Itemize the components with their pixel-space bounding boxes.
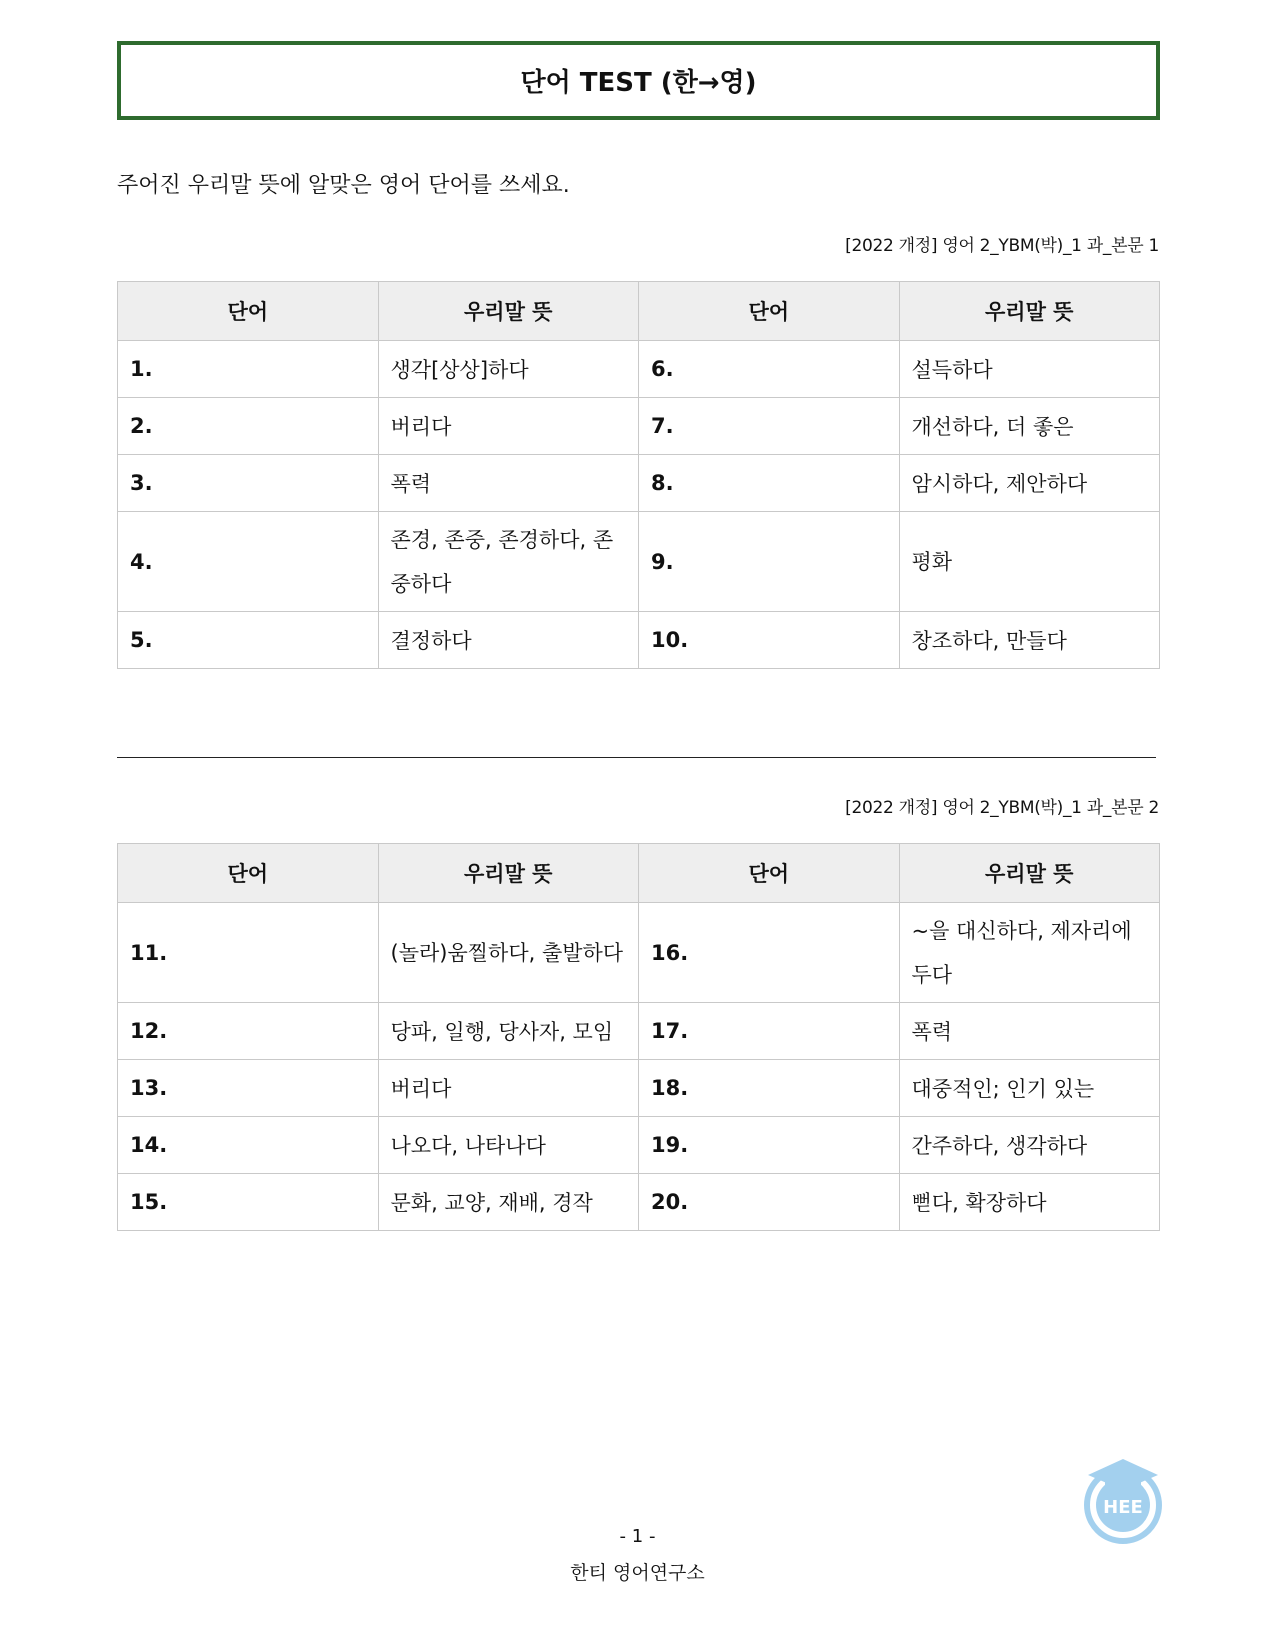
table-row: [118, 512, 1160, 612]
item-meaning: 나오다, 나타나다: [378, 1117, 639, 1174]
table-row: [118, 341, 1160, 398]
item-number: 2.: [118, 398, 379, 455]
source-label-2: [2022 개정] 영어 2_YBM(박)_1 과_본문 2: [845, 798, 1159, 818]
item-meaning: 설득하다: [899, 341, 1160, 398]
item-meaning: 문화, 교양, 재배, 경작: [378, 1174, 639, 1231]
item-meaning: 생각[상상]하다: [378, 341, 639, 398]
item-meaning: 폭력: [899, 1003, 1160, 1060]
item-meaning: 존경, 존중, 존경하다, 존중하다: [378, 512, 639, 612]
item-meaning: 대중적인; 인기 있는: [899, 1060, 1160, 1117]
logo-text: HEE: [1103, 1497, 1143, 1518]
title-box: [117, 41, 1160, 120]
item-number: 5.: [118, 612, 379, 669]
item-number: 7.: [639, 398, 900, 455]
item-meaning: 버리다: [378, 398, 639, 455]
table-row: [118, 1060, 1160, 1117]
table-row: [118, 1003, 1160, 1060]
item-number: 1.: [118, 341, 379, 398]
section-divider: [117, 757, 1156, 758]
page-number: - 1 -: [619, 1526, 656, 1547]
table-row: [118, 1174, 1160, 1231]
item-number: 17.: [639, 1003, 900, 1060]
header-meaning: 우리말 뜻: [899, 282, 1160, 341]
item-meaning: (놀라)움찔하다, 출발하다: [378, 903, 639, 1003]
vocab-table-2: [117, 843, 1160, 1231]
item-meaning: 평화: [899, 512, 1160, 612]
table-row: [118, 903, 1160, 1003]
footer-text: 한티 영어연구소: [570, 1562, 705, 1584]
item-meaning: 결정하다: [378, 612, 639, 669]
item-meaning: 당파, 일행, 당사자, 모임: [378, 1003, 639, 1060]
item-meaning: ~을 대신하다, 제자리에 두다: [899, 903, 1160, 1003]
header-word: 단어: [639, 844, 900, 903]
item-number: 18.: [639, 1060, 900, 1117]
item-meaning: 암시하다, 제안하다: [899, 455, 1160, 512]
item-number: 20.: [639, 1174, 900, 1231]
item-meaning: 폭력: [378, 455, 639, 512]
table-row: [118, 612, 1160, 669]
page-title: 단어 TEST (한→영): [520, 68, 757, 98]
item-meaning: 창조하다, 만들다: [899, 612, 1160, 669]
graduation-cap-icon: [1078, 1455, 1168, 1545]
item-number: 13.: [118, 1060, 379, 1117]
item-number: 12.: [118, 1003, 379, 1060]
item-number: 19.: [639, 1117, 900, 1174]
table-header-row: [118, 282, 1160, 341]
item-number: 16.: [639, 903, 900, 1003]
item-number: 6.: [639, 341, 900, 398]
header-meaning: 우리말 뜻: [378, 844, 639, 903]
table-header-row: [118, 844, 1160, 903]
item-meaning: 개선하다, 더 좋은: [899, 398, 1160, 455]
item-meaning: 버리다: [378, 1060, 639, 1117]
instruction: 주어진 우리말 뜻에 알맞은 영어 단어를 쓰세요.: [117, 173, 570, 198]
table-row: [118, 1117, 1160, 1174]
item-number: 3.: [118, 455, 379, 512]
item-number: 11.: [118, 903, 379, 1003]
header-meaning: 우리말 뜻: [378, 282, 639, 341]
item-number: 15.: [118, 1174, 379, 1231]
item-meaning: 간주하다, 생각하다: [899, 1117, 1160, 1174]
table-row: [118, 398, 1160, 455]
item-number: 8.: [639, 455, 900, 512]
header-word: 단어: [118, 282, 379, 341]
header-word: 단어: [639, 282, 900, 341]
logo: [1078, 1455, 1168, 1545]
header-word: 단어: [118, 844, 379, 903]
item-number: 10.: [639, 612, 900, 669]
vocab-table-1: [117, 281, 1160, 669]
source-label-1: [2022 개정] 영어 2_YBM(박)_1 과_본문 1: [845, 236, 1159, 256]
table-row: [118, 455, 1160, 512]
item-meaning: 뻗다, 확장하다: [899, 1174, 1160, 1231]
header-meaning: 우리말 뜻: [899, 844, 1160, 903]
item-number: 9.: [639, 512, 900, 612]
item-number: 4.: [118, 512, 379, 612]
item-number: 14.: [118, 1117, 379, 1174]
